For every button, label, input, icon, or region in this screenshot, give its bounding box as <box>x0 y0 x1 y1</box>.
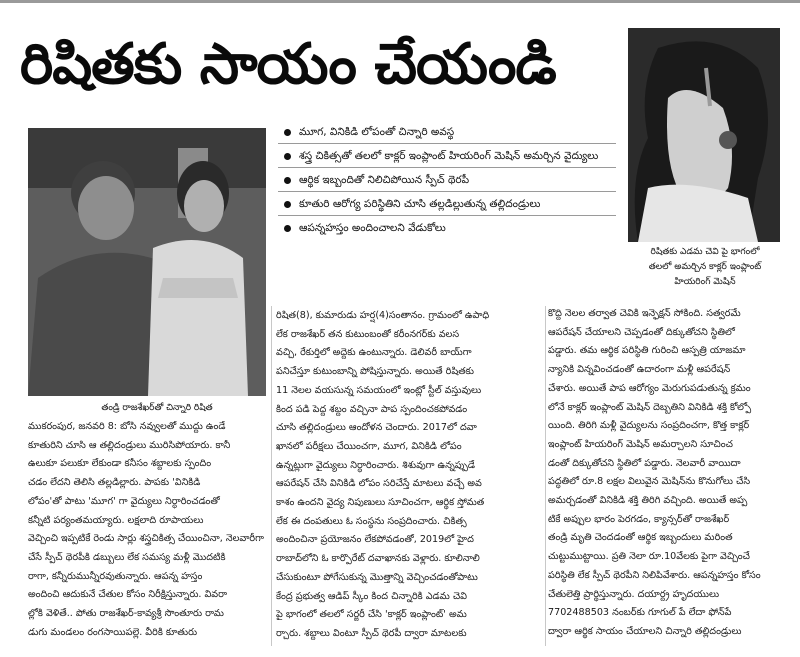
article-line: కాశం ఉందని వైద్య నిపుణులు సూచించగా, ఆర్థిక స్తోమత <box>276 497 485 509</box>
article-line: కన్నీటి పర్యంతమయ్యారు. లక్షలాది రూపాయలు <box>28 514 204 526</box>
photo-father-daughter <box>28 128 266 396</box>
article-line: చడం లేదని తెలిసి తల్లడిల్లారు. పాపకు 'వినికిడి <box>28 477 201 489</box>
article-line: లేక రాజశేఖర్‌ తన కుటుంబంతో కరీంనగర్‌కు వలస <box>276 328 460 340</box>
article-line: చేసే స్పీచ్ థెరపీకి డబ్బులు లేక సమస్య మళ్లీ మొదటికి <box>28 551 226 563</box>
article-line: కింద పడి పెద్ద శబ్దం వచ్చినా పాప స్పందించకపోవడం <box>276 403 468 415</box>
article-line: వెచ్చించి ఇప్పటికే రెండు సార్లు శస్త్రచికిత్స చేయించినా, నెలవారీగా <box>28 533 264 545</box>
article-line: ద్వారా ఆర్థిక సాయం చేయాలని చిన్నారి తల్లిదండ్రులు <box>548 625 742 637</box>
caption-left-photo: తండ్రి రాజశేఖర్‌తో చిన్నారి రిషిత <box>101 403 213 413</box>
bullet-item <box>278 216 616 239</box>
article-line: వచ్చి, రేకుర్తిలో అద్దెకు ఉంటున్నారు. డెలివరీ బాయ్‌గా <box>276 347 472 359</box>
bullet-text: శస్త్ర చికిత్సతో తలలో కాక్లర్ ఇంప్లాంట్ హియరింగ్ మెషిన్ అమర్చిన వైద్యులు <box>299 150 599 162</box>
bullet-dot-icon <box>284 129 291 136</box>
caption-right-line: రిషితకు ఎడమ చెవి పై భాగంలో <box>650 247 760 257</box>
photo-girl-implant <box>628 28 780 242</box>
bullet-item <box>278 120 616 144</box>
article-line: లోనే కాక్లర్ ఇంప్లాంట్ మెషిన్ దెబ్బతిని వినికిడి శక్తి కోల్పో <box>548 401 752 413</box>
article-line: కూతురిని చూసి ఆ తల్లిదండ్రులు మురిసిపోయారు. కానీ <box>28 439 231 451</box>
article-line: యింది. తిరిగి మళ్లీ వైద్యులను సంప్రదించగా, కొత్త కాక్లర్ <box>548 420 750 432</box>
article-line: న్యానికి విన్నవించడంతో ఉదారంగా మళ్లీ ఆపరేషన్ <box>548 364 731 376</box>
caption-right-line: హియరింగ్ మెషిన్ <box>674 277 736 287</box>
article-line: లోపం'తో పాటు 'మూగ' గా వైద్యులు నిర్ధారించడంతో <box>28 495 220 507</box>
article-line: పనిచేస్తూ కుటుంబాన్ని పోషిస్తున్నారు. అయితే రిషితకు <box>276 366 474 378</box>
article-line: రిషిత(8), కుమారుడు హర్ష(4)సంతానం. గ్రామంలో ఉపాధి <box>276 310 490 321</box>
article-line: చేశారు. అయితే పాప ఆరోగ్యం మెరుగుపడుతున్న క్రమం <box>548 382 751 394</box>
article-line: ర్చారు. శబ్దాలు వింటూ స్పీచ్ థెరపీ ద్వారా మాటలకు <box>276 627 467 639</box>
article-line: పడ్డారు. తమ ఆర్థిక పరిస్థితి గురించి ఆస్పత్రి యాజమా <box>548 345 746 357</box>
article-line: టికే అప్పుల భారం పెరగడం, క్యాన్సర్‌తో రాజశేఖర్ <box>548 513 730 525</box>
article-line: లేక ఈ దంపతులు ఓ సంస్థను సంప్రదించారు. చికిత్స <box>276 515 467 527</box>
article-line: అందించినా ప్రయోజనం లేకపోవడంతో, 2019లో హైద <box>276 534 474 546</box>
column-divider <box>271 306 272 646</box>
article-column-1 <box>28 418 270 648</box>
article-line: డంతో దిక్కుతోచని స్థితిలో పడ్డారు. నెలవారీ వాయిదా <box>548 457 741 469</box>
caption-right-photo <box>622 245 788 290</box>
headline: రిషితకు సాయం చేయండి <box>20 32 556 97</box>
article-line: కొద్ది నెలల తర్వాత చెవికి ఇన్ఫెక్షన్ సోకింది. సత్వరమే <box>548 308 741 319</box>
article-line: 7702488503 నంబర్‌కు గూగుల్ పే లేదా ఫోన్‌పే <box>548 607 732 619</box>
father-daughter-illustration <box>28 128 266 396</box>
bullet-item <box>278 192 616 216</box>
bullet-item <box>278 144 616 168</box>
article-column-3 <box>548 305 784 645</box>
bullet-dot-icon <box>284 201 291 208</box>
article-line: ఉలుకూ పలుకూ లేకుండా కనీసం శబ్దాలకు స్పందిం <box>28 458 212 470</box>
article-column-2 <box>276 307 542 643</box>
article-line: ఖానలో పరీక్షలు చేయించగా, మూగ, వినికిడి లోపం <box>276 440 462 452</box>
article-line: చుట్టుముట్టాయి. ప్రతి నెలా రూ.10వేలకు పైగా వెచ్చించే <box>548 551 750 563</box>
bullet-dot-icon <box>284 153 291 160</box>
bullet-dot-icon <box>284 177 291 184</box>
article-line: 11 నెలల వయసున్న సమయంలో ఇంట్లో స్టీల్ వస్తువులు <box>276 384 482 396</box>
article-line: అందించి ఆదుకునే చేతుల కోసం నిరీక్షిస్తున్నారు. వివరా <box>28 589 228 601</box>
article-line: పద్ధతిలో రూ.8 లక్షల విలువైన మెషిన్‌ను కొనుగోలు చేసి <box>548 476 751 488</box>
article-line: ఇంప్లాంట్ హియరింగ్ మెషిన్ అమర్చాలని సూచించ <box>548 438 733 450</box>
girl-profile-illustration <box>628 28 780 242</box>
article-line: చేసుకుంటూ పోగేసుకున్న మొత్తాన్ని వెచ్చించడంతోపాటు <box>276 571 478 583</box>
article-line: పరిస్థితి లేక స్పీచ్ థెరపీని నిలిపివేశారు. ఆపన్నహస్తం కోసం <box>548 569 761 581</box>
article-line: చూసి తల్లిదండ్రులు ఆందోళన చెందారు. 2017లో దవా <box>276 422 477 434</box>
bullet-text: కూతురి ఆరోగ్య పరిస్థితిని చూసి తల్లడిల్లుతున్న తల్లిదండ్రులు <box>299 198 541 210</box>
article-line: డుగు మండలం రంగసాయిపల్లె. వీరికి కూతురు <box>28 626 198 638</box>
article-line: ముకరంపుర, జనవరి 8: బోసి నవ్వులతో ముద్దు ఉండే <box>28 421 226 432</box>
article-line: చేతులెత్తి ప్రార్థిస్తున్నారు. దయార్ద్ర హృదయులు <box>548 588 720 600</box>
article-line: కేంద్ర ప్రభుత్వ ఆడిప్ స్కీం కింద చిన్నారికి ఎడమ చెవి <box>276 590 467 602</box>
top-border-line <box>0 0 800 3</box>
bullet-text: మూగ, వినికిడి లోపంతో చిన్నారి అవస్థ <box>299 126 455 138</box>
article-line: రాగా, కన్నీరుమున్నీరవుతున్నారు. ఆపన్న హస్తం <box>28 570 203 582</box>
article-line: ల్లోకి వెళితే.. పోతు రాజశేఖర్‌-కావ్యశ్రీ సొంతూరు రామ <box>28 608 224 620</box>
column-divider <box>545 306 546 646</box>
article-line: రాబాద్‌లోని ఓ కార్పొరేట్ దవాఖానకు వెళ్లారు. కూలినాలి <box>276 553 480 565</box>
bullet-text: ఆర్థిక ఇబ్బందితో నిలిచిపోయిన స్పీచ్ థెరపీ <box>299 174 470 186</box>
article-line: తండ్రి మృతి చెందడంతో ఆర్థిక ఇబ్బందులు మరింత <box>548 532 733 544</box>
article-line: ఉన్నట్లుగా వైద్యులు నిర్ధారించారు. శిశువుగా ఉన్నప్పుడే <box>276 459 476 471</box>
bullet-dot-icon <box>284 225 291 232</box>
article-line: ఆపరేషన్ చేసి వినికిడి లోపం సరిచేస్తే మాటలు వచ్చే అవ <box>276 478 482 490</box>
article-line: పై భాగంలో తలలో సర్జరీ చేసి 'కాక్లర్ ఇంప్లాంట్' అమ <box>276 609 467 621</box>
caption-right-line: తలలో అమర్చిన కాక్లర్ ఇంప్లాంట్ <box>648 262 762 272</box>
bullet-item <box>278 168 616 192</box>
bullet-text: ఆపన్నహస్తం అందించాలని వేడుకోలు <box>299 222 446 234</box>
highlight-bullets <box>278 120 616 300</box>
article-line: అమర్చడంతో వినికిడి శక్తి తిరిగి వచ్చింది. అయితే అప్ప <box>548 495 748 507</box>
article-line: ఆపరేషన్ చేయాలని చెప్పడంతో దిక్కుతోచని స్థితిలో <box>548 326 735 338</box>
